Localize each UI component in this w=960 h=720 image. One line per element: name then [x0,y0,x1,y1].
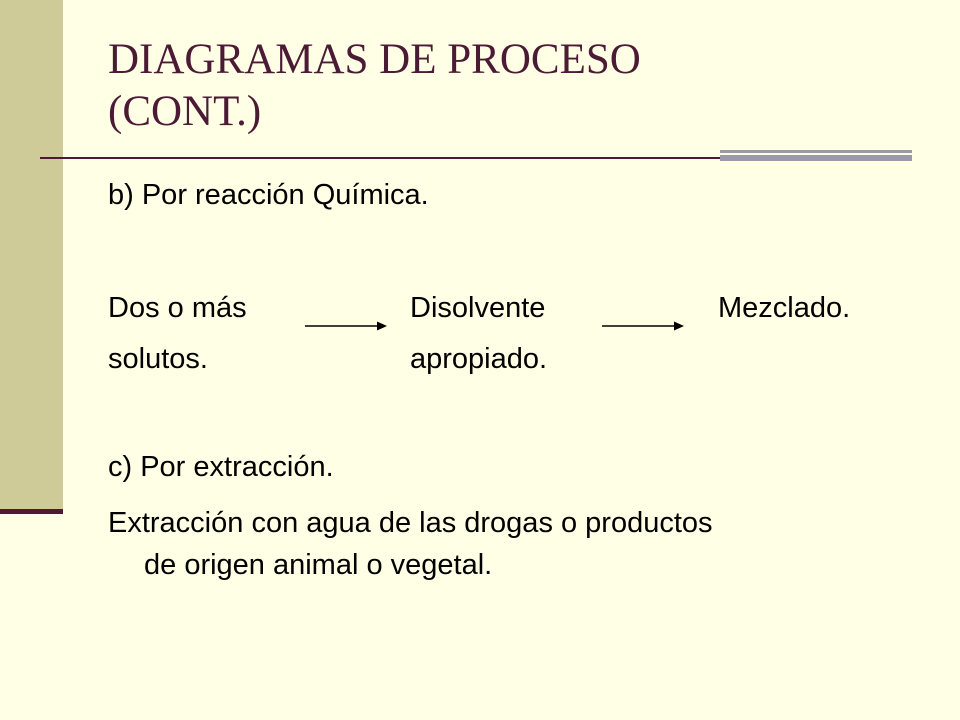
diagram-input-line1: Dos o más [108,292,247,324]
slide-title-line2: (CONT.) [108,88,262,135]
title-divider-accent [720,150,912,164]
diagram-output-line1: Mezclado. [718,292,851,324]
section-c-heading: c) Por extracción. [108,451,334,483]
title-divider-accent-thick [720,155,912,161]
diagram-solvent-line1: Disolvente [410,292,546,324]
slide-title [108,34,828,138]
body-text-line1: Extracción con agua de las drogas o productos [108,507,713,539]
diagram-arrow-icon [602,320,684,332]
left-accent-bar [0,0,63,513]
left-bar-underline [0,509,63,514]
body-text-line2: de origen animal o vegetal. [144,549,493,581]
section-b-heading: b) Por reacción Química. [108,179,429,211]
diagram-input-line2: solutos. [108,343,208,375]
slide-title-line1: DIAGRAMAS DE PROCESO [108,36,641,83]
title-divider-accent-thin [720,150,912,153]
title-divider [40,157,720,159]
diagram-arrow-icon [305,320,387,332]
diagram-solvent-line2: apropiado. [410,343,548,375]
